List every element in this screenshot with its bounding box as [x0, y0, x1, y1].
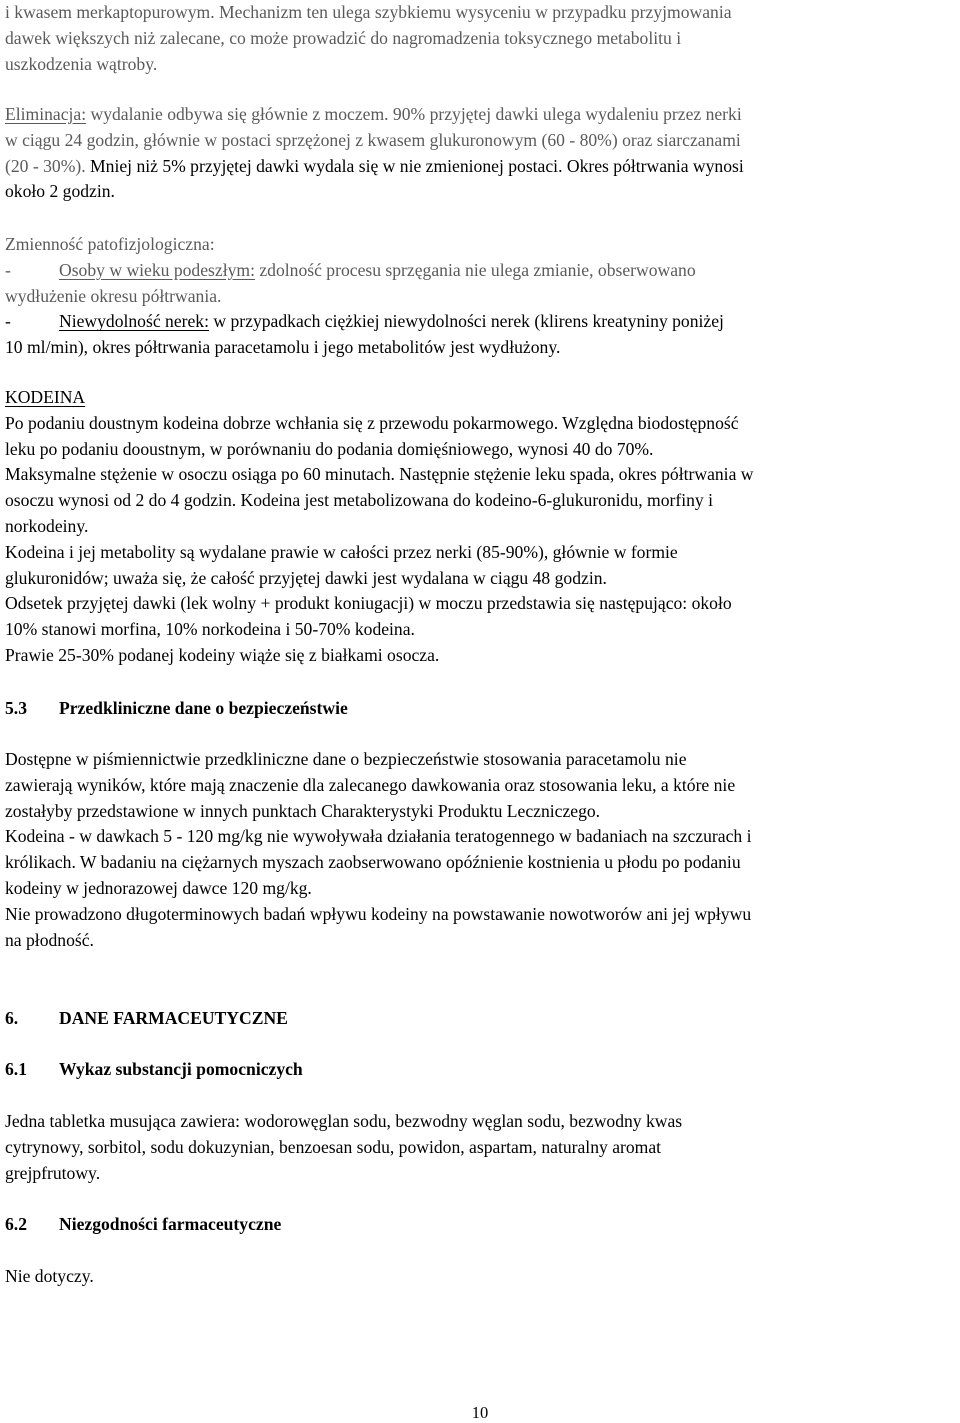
- page-number: 10: [471, 1403, 489, 1422]
- section-title: Przedkliniczne dane o bezpieczeństwie: [59, 698, 348, 718]
- preclinical-line-8: na płodność.: [5, 929, 94, 950]
- section-number: 6.1: [5, 1059, 27, 1079]
- elimination-line-2: w ciągu 24 godzin, głównie w postaci sprzężonej z kwasem glukuronowym (60 - 80%) oraz siarczanami: [5, 129, 741, 150]
- section-5-3-heading: [5, 696, 348, 722]
- intro-line-2: dawek większych niż zalecane, co może prowadzić do nagromadzenia toksycznego metabolitu i: [5, 27, 682, 48]
- variability-paragraph: [5, 232, 724, 361]
- intro-paragraph: [5, 0, 732, 77]
- section-number: 5.3: [5, 698, 27, 718]
- elimination-paragraph: [5, 102, 744, 205]
- variability-item-renal: [5, 309, 724, 335]
- intro-line-3: uszkodzenia wątroby.: [5, 53, 158, 74]
- preclinical-line-1: Dostępne w piśmiennictwie przedkliniczne dane o bezpieczeństwie stosowania paracetamolu nie: [5, 749, 687, 769]
- incompatibilities-paragraph: [5, 1264, 94, 1290]
- codeine-line-6: Kodeina i jej metabolity są wydalane prawie w całości przez nerki (85-90%), głównie w formie: [5, 541, 678, 562]
- section-6-heading: [5, 1006, 288, 1032]
- preclinical-line-3: zostałyby przedstawione w innych punktach Charakterystyki Produktu Leczniczego.: [5, 800, 601, 821]
- codeine-title: KODEINA: [5, 387, 86, 407]
- codeine-line-4: osoczu wynosi od 2 do 4 godzin. Kodeina jest metabolizowana do kodeino-6-glukuronidu, morfiny i: [5, 490, 714, 511]
- section-6-1-heading: [5, 1057, 303, 1083]
- renal-text: w przypadkach ciężkiej niewydolności nerek (klirens kreatyniny poniżej: [209, 311, 724, 332]
- renal-label: Niewydolność nerek:: [59, 311, 209, 332]
- elimination-line-3-start: (20 - 30%).: [5, 155, 91, 176]
- codeine-paragraph: [5, 385, 753, 669]
- codeine-line-5: norkodeiny.: [5, 515, 89, 536]
- preclinical-line-4: Kodeina - w dawkach 5 - 120 mg/kg nie wywoływała działania teratogennego w badaniach na szczurach i: [5, 826, 752, 847]
- section-title: Wykaz substancji pomocniczych: [59, 1059, 303, 1079]
- elderly-label: Osoby w wieku podeszłym:: [59, 259, 255, 280]
- variability-item-elderly: [5, 258, 724, 284]
- preclinical-line-6: kodeiny w jednorazowej dawce 120 mg/kg.: [5, 877, 312, 898]
- elimination-line-3: Mniej niż 5% przyjętej dawki wydala się w nie zmienionej postaci. Okres półtrwania wynosi: [90, 155, 744, 176]
- elimination-line-1-rest: wydalanie odbywa się głównie z moczem.: [86, 104, 389, 124]
- section-title: Niezgodności farmaceutyczne: [59, 1214, 282, 1234]
- intro-line-1: i kwasem merkaptopurowym. Mechanizm ten ulega szybkiemu wysyceniu w przypadku przyjmowania: [5, 2, 732, 22]
- elimination-line-1-tail: 90% przyjętej dawki ulega wydaleniu przez nerki: [388, 104, 742, 124]
- section-number: 6.: [5, 1008, 19, 1028]
- elderly-text: zdolność procesu sprzęgania nie ulega zmianie, obserwowano: [254, 259, 696, 280]
- list-dash: -: [5, 259, 11, 280]
- excipients-line-2: cytrynowy, sorbitol, sodu dokuzynian, benzoesan sodu, powidon, aspartam, naturalny aromat: [5, 1136, 662, 1157]
- excipients-line-3: grejpfrutowy.: [5, 1162, 101, 1183]
- codeine-line-10: Prawie 25-30% podanej kodeiny wiąże się z białkami osocza.: [5, 644, 440, 665]
- codeine-line-2: leku po podaniu dooustnym, w porównaniu do podania domięśniowego, wynosi 40 do 70%.: [5, 438, 654, 459]
- section-title: DANE FARMACEUTYCZNE: [59, 1008, 288, 1028]
- preclinical-paragraph: [5, 747, 751, 953]
- renal-text-line-2: 10 ml/min), okres półtrwania paracetamolu i jego metabolitów jest wydłużony.: [5, 337, 561, 358]
- variability-title: Zmienność patofizjologiczna:: [5, 234, 215, 254]
- elderly-text-line-2: wydłużenie okresu półtrwania.: [5, 285, 222, 306]
- preclinical-line-2: zawierają wyników, które mają znaczenie dla zalecanego dawkowania oraz stosowania leku, a które nie: [5, 774, 736, 795]
- elimination-line-4: około 2 godzin.: [5, 181, 115, 202]
- list-dash: -: [5, 311, 11, 332]
- excipients-line-1: Jedna tabletka musująca zawiera: wodorowęglan sodu, bezwodny węglan sodu, bezwodny kwas: [5, 1111, 683, 1131]
- elimination-label: Eliminacja:: [5, 104, 87, 124]
- codeine-line-8: Odsetek przyjętej dawki (lek wolny + produkt koniugacji) w moczu przedstawia się następująco: około: [5, 593, 732, 614]
- excipients-paragraph: [5, 1109, 682, 1186]
- preclinical-line-5: królikach. W badaniu na ciężarnych myszach zaobserwowano opóźnienie kostnienia u płodu po podaniu: [5, 852, 741, 873]
- section-6-2-heading: [5, 1212, 281, 1238]
- codeine-line-3: Maksymalne stężenie w osoczu osiąga po 60 minutach. Następnie stężenie leku spada, okres półtrwania w: [5, 464, 754, 485]
- codeine-line-7: glukuronidów; uważa się, że całość przyjętej dawki jest wydalana w ciągu 48 godzin.: [5, 567, 607, 588]
- codeine-line-9: 10% stanowi morfina, 10% norkodeina i 50-70% kodeina.: [5, 619, 415, 640]
- preclinical-line-7: Nie prowadzono długoterminowych badań wpływu kodeiny na powstawanie nowotworów ani jej wpływu: [5, 903, 752, 924]
- incompatibilities-line-1: Nie dotyczy.: [5, 1266, 94, 1286]
- codeine-line-1: Po podaniu doustnym kodeina dobrze wchłania się z przewodu pokarmowego. Względna biodostępność: [5, 412, 739, 433]
- section-number: 6.2: [5, 1214, 27, 1234]
